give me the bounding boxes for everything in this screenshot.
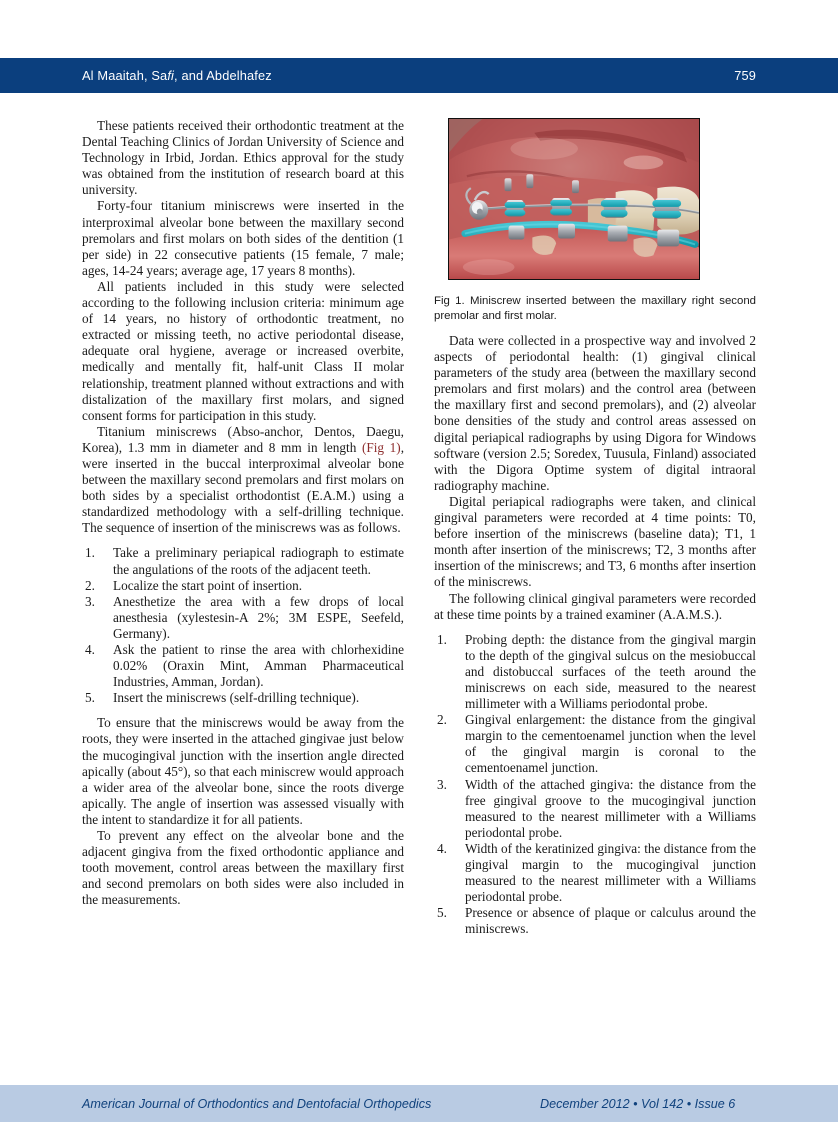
paragraph: All patients included in this study were selected according to the following inclusion criteria: minimum age of 14 years, no history of orthodontic treatment, no extracted or missing teeth, no active periodontal disease, adequate oral hygiene, average or increased overbite, medically and mentally fit, half-unit Class II molar relationship, treatment planned without extractions and with distalization of the maxillary first molars, and signed consent forms for participation in this study. [82, 278, 404, 423]
figure-1 [434, 118, 756, 324]
list-item: Anesthetize the area with a few drops of local anesthesia (xylestesin-A 2%; 3M ESPE, Seefeld, Germany). [113, 593, 404, 641]
list-item: Take a preliminary periapical radiograph to estimate the angulations of the roots of the adjacent teeth. [113, 545, 404, 577]
page-content [82, 118, 756, 1048]
left-column [82, 118, 404, 909]
paragraph: The following clinical gingival parameters were recorded at these time points by a trained examiner (A.A.M.S.). [434, 590, 756, 622]
figure-caption: Fig 1. Miniscrew inserted between the maxillary right second premolar and first molar. [434, 295, 756, 322]
clinical-parameters-list [434, 632, 756, 938]
paragraph: Forty-four titanium miniscrews were inserted in the interproximal alveolar bone between the maxillary second premolars and first molars on both sides of the dentition (1 per side) in 22 consecutive patients (15 female, 7 male; ages, 14-24 years; average age, 17 years 8 months). [82, 198, 404, 278]
page-footer [0, 1085, 838, 1122]
footer-issue-info: December 2012 • Vol 142 • Issue 6 [540, 1096, 736, 1111]
paragraph-text-after-xref: , were inserted in the buccal interproximal alveolar bone between the maxillary second premolars and first molars on both sides by a specialist orthodontist (E.A.M.) using a standardized methodology with a self-drilling technique. The sequence of insertion of the miniscrews was as follows. [82, 439, 405, 536]
list-item: Ask the patient to rinse the area with chlorhexidine 0.02% (Oraxin Mint, Amman Pharmaceutical Industries, Amman, Jordan). [113, 642, 404, 690]
list-item: Presence or absence of plaque or calculus around the miniscrews. [465, 905, 756, 937]
page-number: 759 [734, 68, 756, 83]
right-column [434, 118, 756, 937]
paragraph: To prevent any effect on the alveolar bone and the adjacent gingiva from the fixed orthodontic appliance and tooth movement, control areas between the maxillary first and second premolars on both sides were also included in the measurements. [82, 828, 404, 908]
list-item: Width of the attached gingiva: the distance from the free gingival groove to the mucogingival junction measured to the nearest millimeter with a Williams periodontal probe. [465, 776, 756, 840]
list-item: Gingival enlargement: the distance from the gingival margin to the cementoenamel junction when the level of the gingival margin is coronal to the cementoenamel junction. [465, 712, 756, 776]
intraoral-clinical-photograph [448, 118, 700, 280]
running-head [0, 58, 838, 93]
paragraph: Data were collected in a prospective way and involved 2 aspects of periodontal health: (1) gingival clinical parameters of the study area (between the maxillary second premolars and first molars) and the control area (between the maxillary first and second premolars), and (2) alveolar bone densities of the study and control areas assessed on digital periapical radiographs by using Digora for Windows software (version 2.5; Soredex, Tuusula, Finland) associated with the Digora Optime system of digital intraoral radiography machine. [434, 333, 756, 493]
insertion-sequence-list [82, 545, 404, 706]
list-item: Insert the miniscrews (self-drilling technique). [113, 690, 360, 706]
list-item: Probing depth: the distance from the gingival margin to the depth of the gingival sulcus on the mesiobuccal and distobuccal surfaces of the teeth around the miniscrews on each side, measured to the nearest millimeter with a Williams periodontal probe. [465, 631, 756, 712]
paragraph-with-figure-xref [82, 424, 404, 537]
list-item: Localize the start point of insertion. [113, 577, 303, 593]
paragraph: These patients received their orthodontic treatment at the Dental Teaching Clinics of Jordan University of Science and Technology in Irbid, Jordan. Ethics approval for the study was obtained from the institution of research board at this university. [82, 118, 404, 198]
paragraph: Digital periapical radiographs were taken, and clinical gingival parameters were recorded at 4 time points: T0, before insertion of the miniscrews (baseline data); T1, 1 month after insertion of the miniscrews; T2, 3 months after insertion of the miniscrews; and T3, 6 months after insertion of the miniscrews. [434, 493, 756, 590]
list-item: Width of the keratinized gingiva: the distance from the gingival margin to the mucogingival junction measured to the nearest millimeter with a Williams periodontal probe. [465, 840, 756, 905]
footer-journal-title: American Journal of Orthodontics and Dentofacial Orthopedics [82, 1096, 432, 1111]
running-head-authors: Al Maaitah, Safi, and Abdelhafez [82, 68, 272, 83]
running-head-authors-italic: fi [167, 68, 175, 83]
paragraph-text-before-xref: Titanium miniscrews (Abso-anchor, Dentos, Daegu, Korea), 1.3 mm in diameter and 8 mm in length [82, 423, 404, 455]
paragraph: To ensure that the miniscrews would be away from the roots, they were inserted in the attached gingivae just below the mucogingival junction with the insertion angle directed apically (about 45°), so that each miniscrew would approach a wider area of the alveolar bone, since the roots diverge apically. The angle of insertion was assessed visually with the intent to standardize it for all patients. [82, 715, 404, 827]
figure-1-cross-reference-link[interactable]: (Fig 1) [361, 439, 401, 455]
